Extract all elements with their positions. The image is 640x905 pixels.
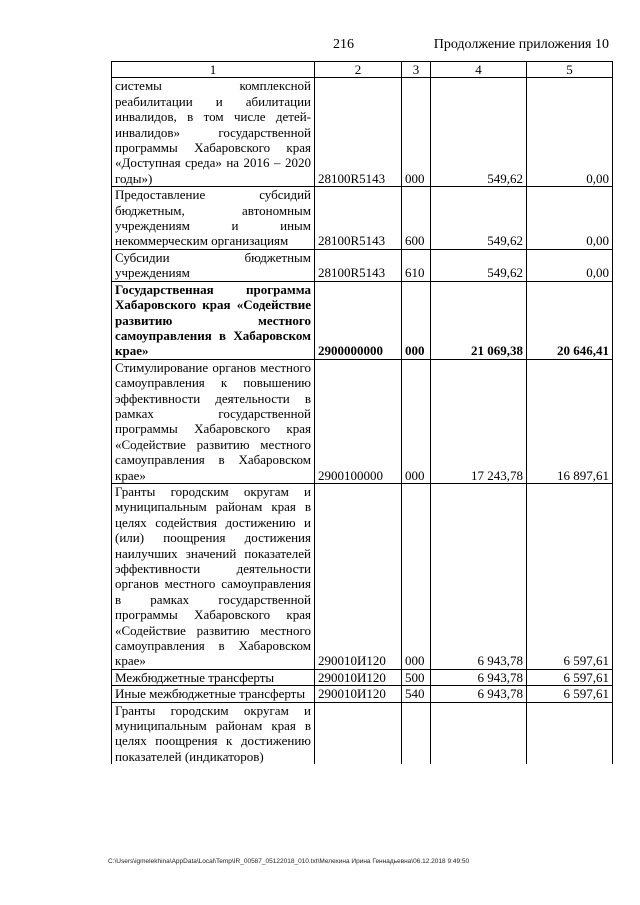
target-code: 290010И120 [315, 483, 402, 669]
row-name: Предоставление субсидий бюджетным, автономным учреждениям и иным некоммерческим организациям [112, 187, 315, 250]
target-code: 28100R5143 [315, 249, 402, 281]
table-row [112, 187, 613, 250]
row-name: системы комплексной реабилитации и абилитации инвалидов, в том числе детей-инвалидов» государственной программы Хабаровского края «Доступная среда» на 2016 – 2020 годы») [112, 78, 315, 187]
row-name: Иные межбюджетные трансферты [112, 686, 315, 702]
file-path-footer: C:\Users\igmelekhina\AppData\Local\Temp\IR_00587_05122018_010.txt\Мелехина Ирина Геннадьевна\06.12.2018 9:49:50 [108, 858, 470, 865]
column-header: 4 [431, 62, 527, 78]
amount-col4: 549,62 [431, 249, 527, 281]
amount-col4: 549,62 [431, 78, 527, 187]
amount-col4: 549,62 [431, 187, 527, 250]
page-number: 216 [333, 37, 354, 52]
column-header: 3 [402, 62, 431, 78]
amount-col5 [527, 702, 613, 764]
amount-col5: 6 597,61 [527, 686, 613, 702]
target-code: 290010И120 [315, 686, 402, 702]
table-row [112, 249, 613, 281]
target-code: 28100R5143 [315, 187, 402, 250]
row-name: Субсидии бюджетным учреждениям [112, 249, 315, 281]
target-code: 28100R5143 [315, 78, 402, 187]
column-header: 1 [112, 62, 315, 78]
amount-col5: 0,00 [527, 249, 613, 281]
table-row-program [112, 281, 613, 359]
row-name: Межбюджетные трансферты [112, 669, 315, 685]
row-name: Гранты городским округам и муниципальным районам края в целях содействия достижению и (или) поощрения достижения наилучших значений показателей эффективности деятельности органов местного самоуправления в рамках государственной программы Хабаровского края «Содействие развитию местного самоуправления в Хабаровском крае» [112, 483, 315, 669]
table-row [112, 686, 613, 702]
table-row [112, 483, 613, 669]
amount-col4: 6 943,78 [431, 669, 527, 685]
table-row [112, 669, 613, 685]
expense-type: 000 [402, 281, 431, 359]
table-header-row [112, 62, 613, 78]
column-header: 5 [527, 62, 613, 78]
column-header: 2 [315, 62, 402, 78]
expense-type: 000 [402, 483, 431, 669]
amount-col4: 6 943,78 [431, 483, 527, 669]
expense-type: 500 [402, 669, 431, 685]
row-name: Гранты городским округам и муниципальным районам края в целях поощрения к достижению показателей (индикаторов) [112, 702, 315, 764]
amount-col5: 0,00 [527, 187, 613, 250]
expense-type: 600 [402, 187, 431, 250]
continuation-label: Продолжение приложения 10 [433, 37, 609, 52]
expense-type [402, 702, 431, 764]
table-row-continued [112, 702, 613, 764]
amount-col4: 17 243,78 [431, 359, 527, 483]
table-row [112, 359, 613, 483]
budget-table [111, 61, 613, 764]
target-code [315, 702, 402, 764]
expense-type: 000 [402, 359, 431, 483]
amount-col5: 6 597,61 [527, 669, 613, 685]
table-row [112, 78, 613, 187]
amount-col4: 6 943,78 [431, 686, 527, 702]
expense-type: 000 [402, 78, 431, 187]
amount-col5: 0,00 [527, 78, 613, 187]
row-name: Стимулирование органов местного самоуправления к повышению эффективности деятельности в рамках государственной программы Хабаровского края «Содействие развитию местного самоуправления в Хабаровском крае» [112, 359, 315, 483]
amount-col5: 16 897,61 [527, 359, 613, 483]
row-name: Государственная программа Хабаровского края «Содействие развитию местного самоуправления в Хабаровском крае» [112, 281, 315, 359]
amount-col5: 20 646,41 [527, 281, 613, 359]
expense-type: 610 [402, 249, 431, 281]
expense-type: 540 [402, 686, 431, 702]
target-code: 2900100000 [315, 359, 402, 483]
amount-col5: 6 597,61 [527, 483, 613, 669]
amount-col4 [431, 702, 527, 764]
target-code: 2900000000 [315, 281, 402, 359]
target-code: 290010И120 [315, 669, 402, 685]
amount-col4: 21 069,38 [431, 281, 527, 359]
